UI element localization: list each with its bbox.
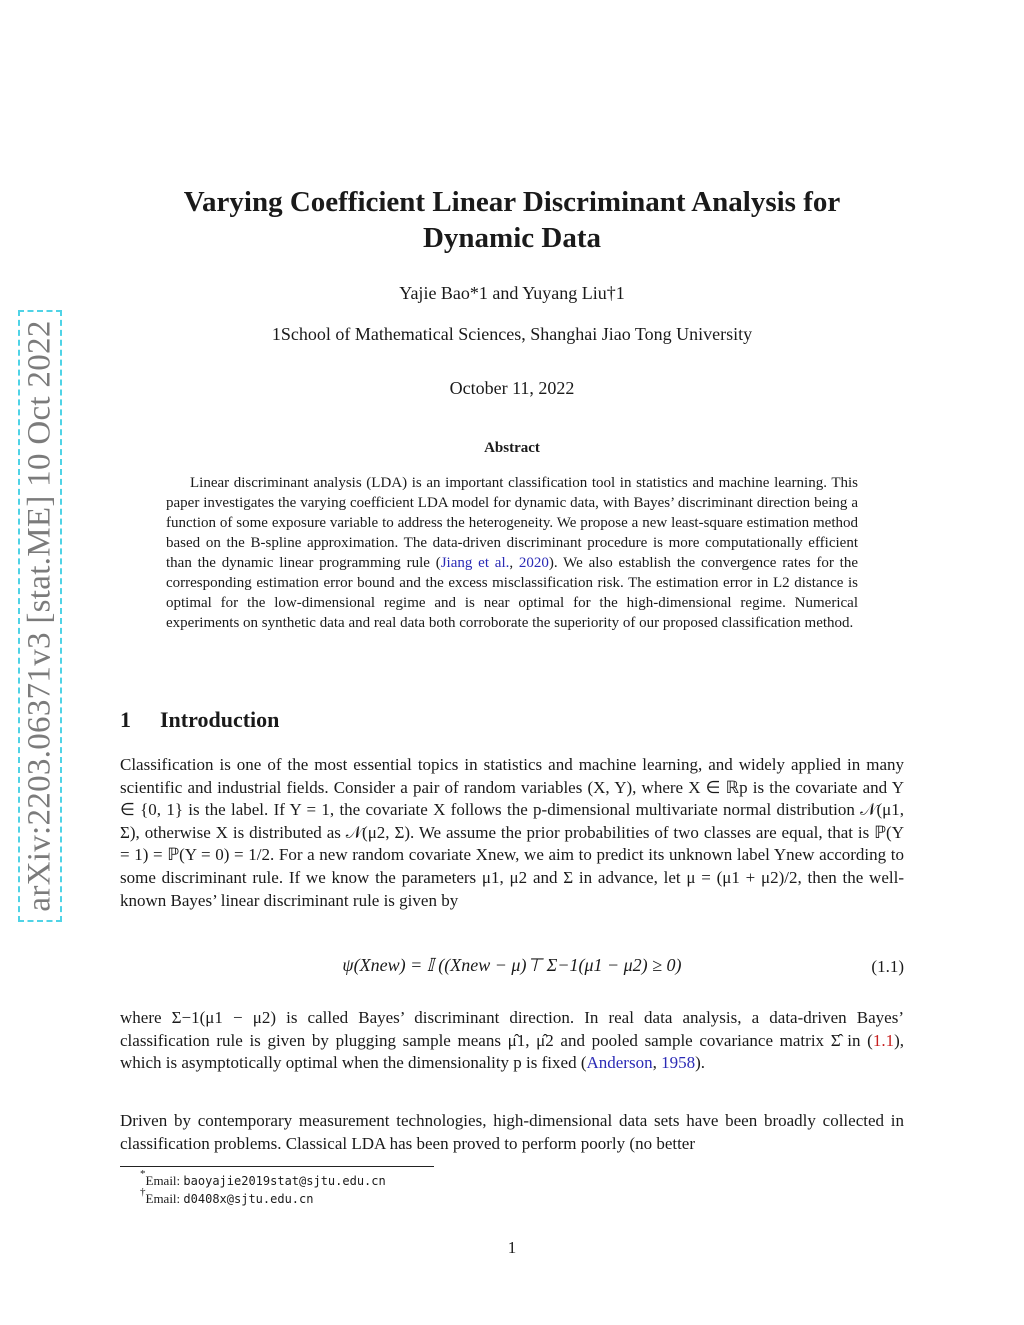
equation-body: ψ(Xnew) = 𝕀 ((Xnew − μ)⊤ Σ−1(μ1 − μ2) ≥ 0) bbox=[342, 955, 682, 975]
footnote-1 bbox=[140, 1168, 386, 1189]
intro-paragraph-1: Classification is one of the most essential topics in statistics and machine learning, and widely applied in many scientific and industrial fields. Consider a pair of random variables (X, Y), where X ∈ ℝp is the covariate and Y ∈ {0, 1} is the label. If Y = 1, the covariate X follows the p-dimensional multivariate normal distribution 𝒩(μ1, Σ), otherwise X is distributed as 𝒩(μ2, Σ). We assume the prior probabilities of two classes are equal, that is ℙ(Y = 1) = ℙ(Y = 0) = 1/2. For a new random covariate Xnew, we aim to predict its unknown label Ynew according to some discriminant rule. If we know the parameters μ1, μ2 and Σ in advance, let μ = (μ1 + μ2)/2, then the well-known Bayes’ linear discriminant rule is given by bbox=[120, 755, 904, 910]
paper-title bbox=[100, 184, 924, 256]
equation-ref-text: 1.1 bbox=[872, 1030, 895, 1050]
equation-number: (1.1) bbox=[871, 957, 904, 976]
arxiv-identifier: arXiv:2203.06371v3 [stat.ME] 10 Oct 2022 bbox=[21, 320, 58, 912]
abstract-heading: Abstract bbox=[484, 440, 540, 456]
citation-separator: , bbox=[509, 555, 519, 571]
footnote-1-marker: * bbox=[140, 1168, 146, 1180]
citation-anderson-author: Anderson bbox=[586, 1053, 653, 1073]
section-title: Introduction bbox=[160, 707, 280, 732]
abstract-text-a: Linear discriminant analysis (LDA) is an important classification tool in statistics and machine learning. This paper investigates the varying coefficient LDA model for dynamic data, with Bayes’ discriminant direction being a function of some exposure variable to address the heterogeneity. We propose a new least-square estimation method based on the B-spline approximation. The data-driven discriminant procedure is more computationally efficient than the dynamic linear programming rule ( bbox=[166, 475, 858, 571]
arxiv-side-stamp[interactable] bbox=[18, 310, 62, 922]
citation-anderson-year: 1958 bbox=[661, 1053, 696, 1073]
equation-ref-link[interactable] bbox=[873, 1031, 894, 1050]
title-line-2: Dynamic Data bbox=[422, 222, 601, 254]
paragraph-2-text-b: ), which is asymptotically optimal when the dimensionality p is fixed ( bbox=[120, 1030, 904, 1073]
footnote-2 bbox=[140, 1186, 314, 1207]
equation-1-1 bbox=[120, 955, 904, 983]
citation-jiang-link[interactable] bbox=[441, 555, 510, 571]
citation-anderson-link[interactable] bbox=[586, 1053, 652, 1072]
citation-anderson-separator: , bbox=[652, 1053, 662, 1073]
intro-paragraph-3: Driven by contemporary measurement technologies, high-dimensional data sets have been broadly collected in classification problems. Classical LDA has been proved to perform poorly (no better bbox=[120, 1111, 904, 1153]
footnote-2-email[interactable]: d0408x@sjtu.edu.cn bbox=[183, 1192, 314, 1206]
author-list: Yajie Bao*1 and Yuyang Liu†1 bbox=[399, 283, 625, 303]
section-number: 1 bbox=[120, 707, 131, 732]
footnote-2-marker: † bbox=[140, 1186, 146, 1198]
paragraph-2-text-c: ). bbox=[695, 1053, 706, 1073]
citation-jiang-year: 2020 bbox=[518, 555, 549, 571]
affiliation: 1School of Mathematical Sciences, Shanghai Jiao Tong University bbox=[271, 324, 753, 344]
section-heading bbox=[120, 707, 279, 733]
footnote-1-email[interactable]: baoyajie2019stat@sjtu.edu.cn bbox=[183, 1174, 386, 1188]
title-line-1: Varying Coefficient Linear Discriminant Analysis for bbox=[183, 186, 841, 218]
footnote-1-label: Email: bbox=[145, 1173, 184, 1188]
paper-date: October 11, 2022 bbox=[449, 378, 575, 398]
abstract-text bbox=[166, 473, 858, 633]
abstract-text-b: ). We also establish the convergence rates for the corresponding estimation error bound and the excess misclassification risk. The estimation error in L2 distance is optimal for the low-dimensional regime and is near optimal for the high-dimensional regime. Numerical experiments on synthetic data and real data both corroborate the superiority of our proposed classification method. bbox=[166, 555, 858, 631]
page-number: 1 bbox=[507, 1238, 517, 1257]
footnote-2-label: Email: bbox=[145, 1191, 184, 1206]
footnote-divider bbox=[120, 1166, 434, 1167]
intro-paragraph-2 bbox=[120, 1007, 904, 1075]
paragraph-2-text-a: where Σ−1(μ1 − μ2) is called Bayes’ discriminant direction. In real data analysis, a data-driven Bayes’ classification rule is given by plugging sample means μ̂1, μ̂2 and pooled sample covariance matrix Σ̂ in ( bbox=[120, 1008, 904, 1050]
citation-jiang-authors: Jiang et al. bbox=[440, 555, 510, 571]
citation-anderson-year-link[interactable] bbox=[661, 1053, 695, 1072]
citation-jiang-year-link[interactable] bbox=[519, 555, 549, 571]
